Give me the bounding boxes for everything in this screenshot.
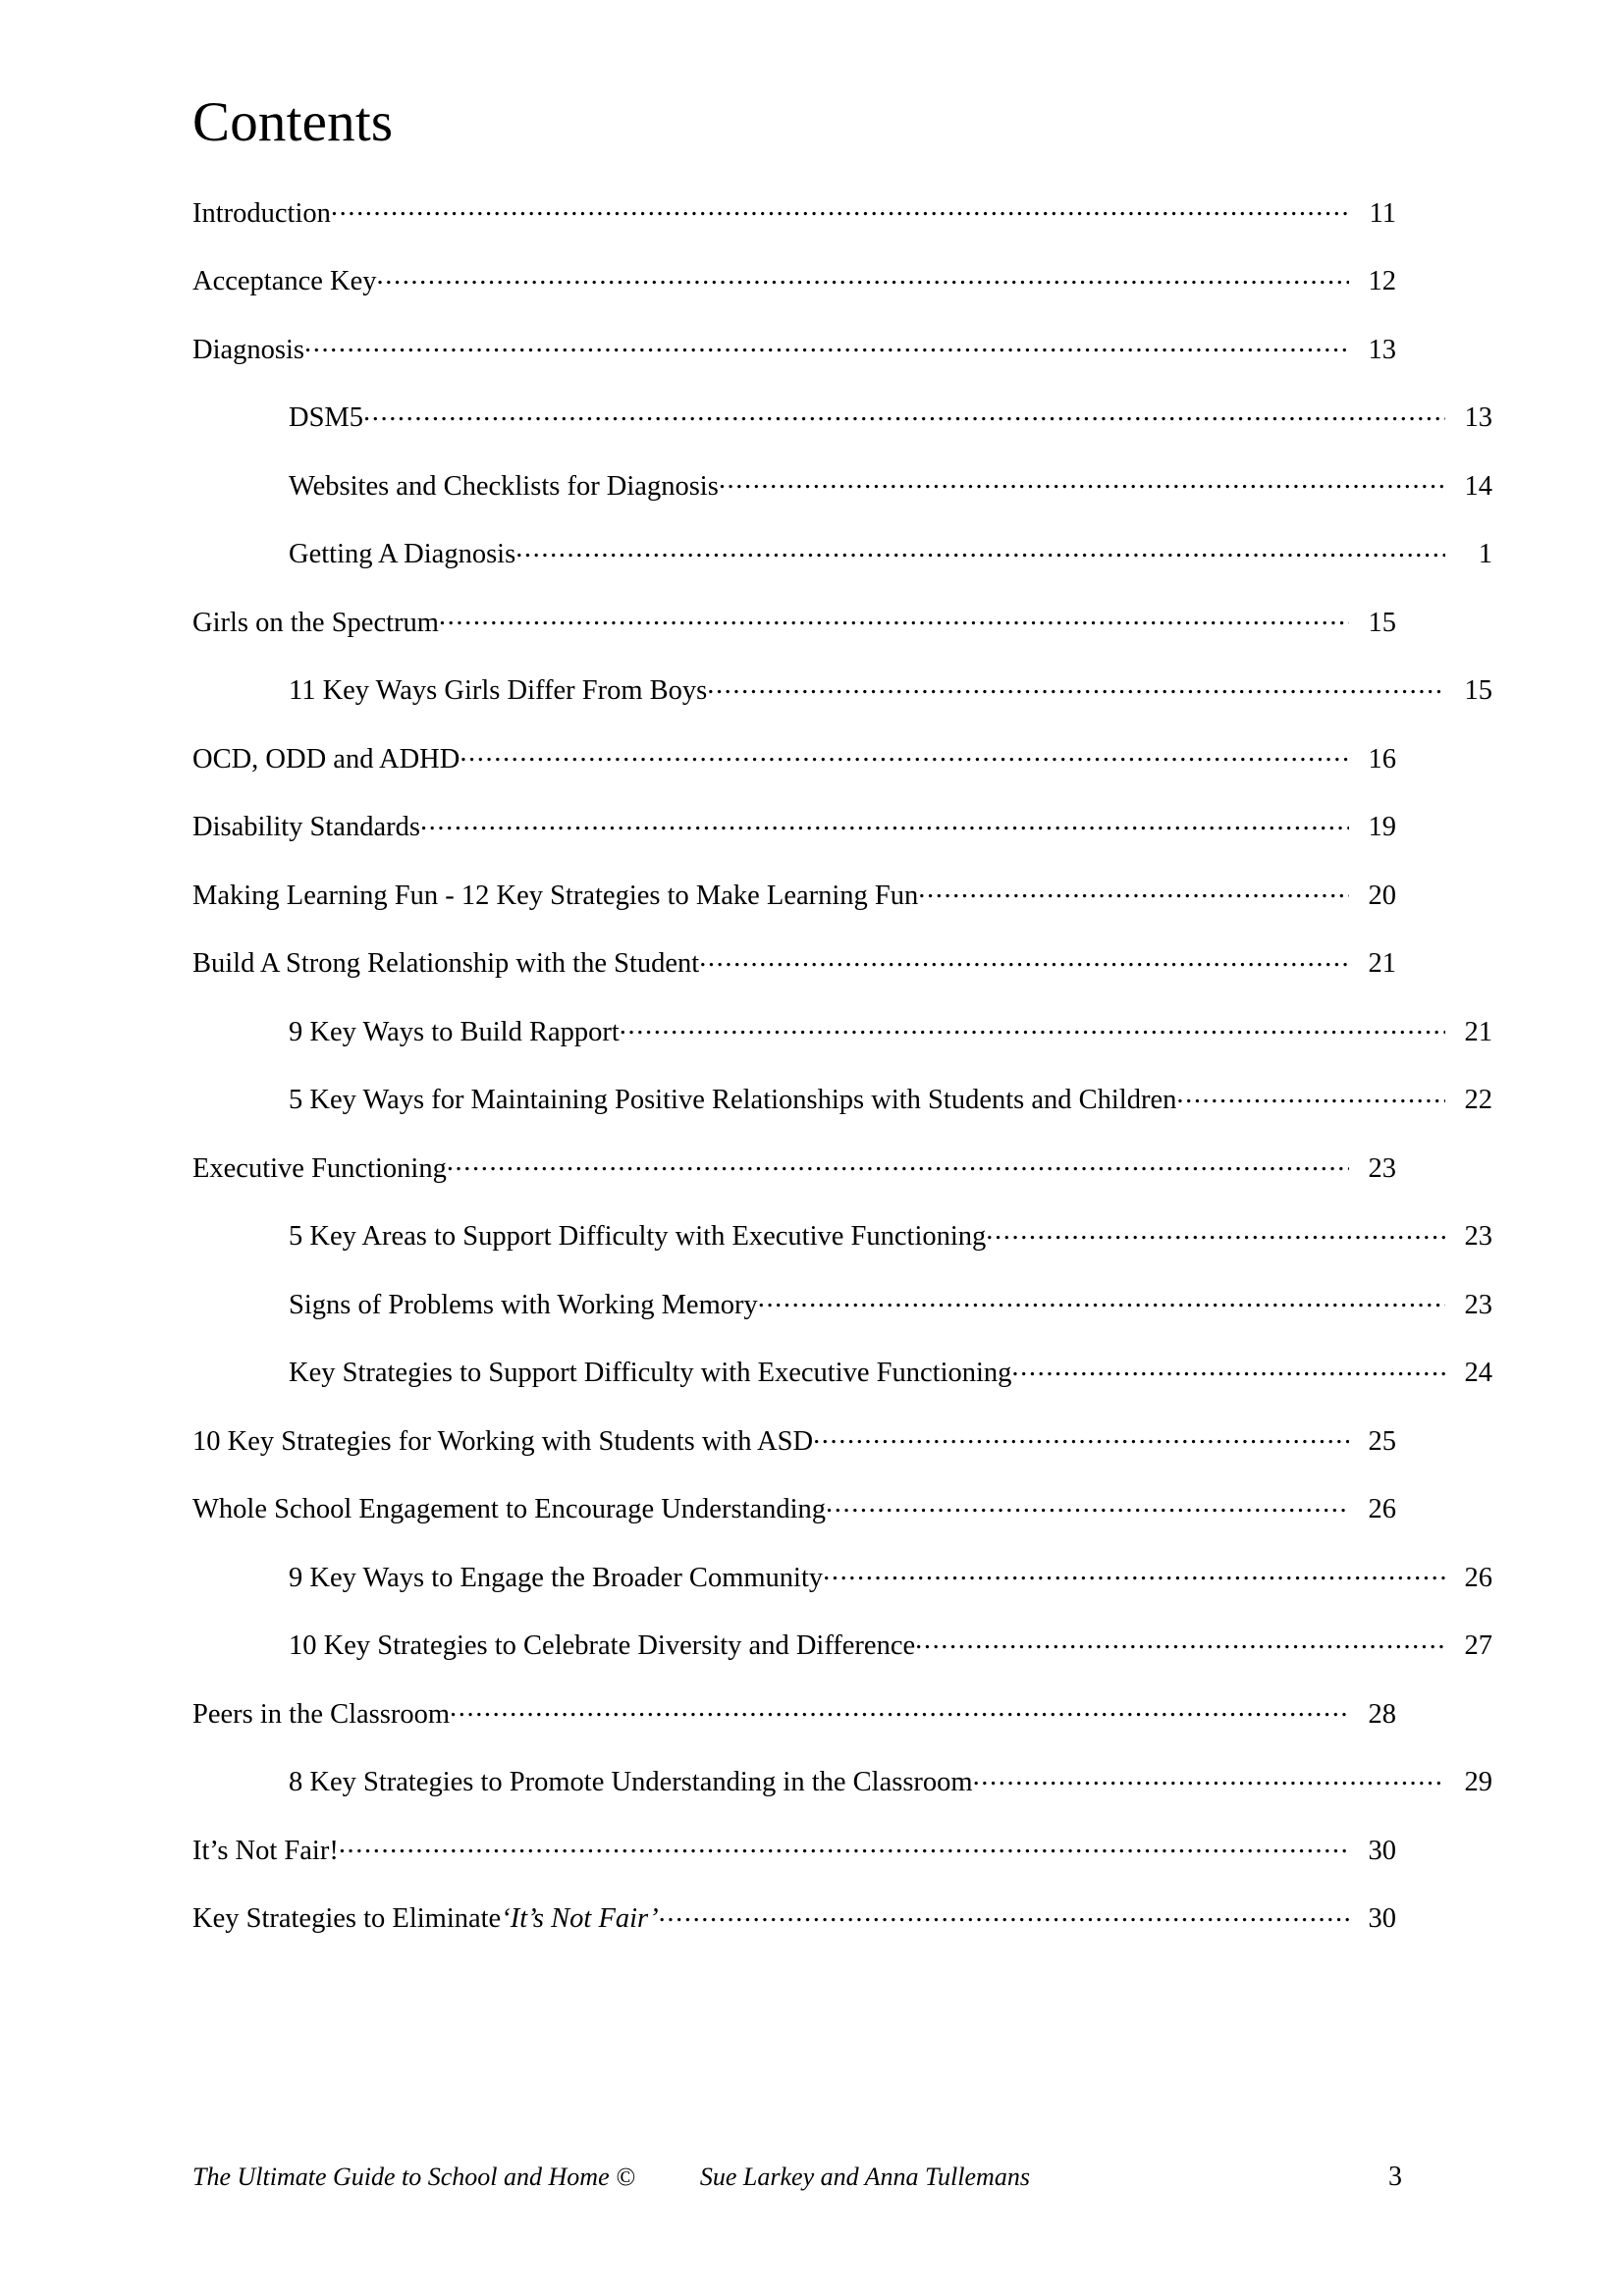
toc-entry-label: Acceptance Key [192,268,377,296]
toc-entry[interactable] [192,944,1396,979]
toc-dot-leader [823,1558,1445,1586]
toc-dot-leader [719,466,1445,495]
table-of-contents-list [192,193,1492,1934]
toc-entry[interactable] [192,1354,1492,1388]
toc-entry-label: Getting A Diagnosis [289,541,516,569]
toc-entry-label: 8 Key Strategies to Promote Understanding in the Classroom [289,1769,973,1797]
toc-entry-page-number: 1 [1478,539,1492,569]
toc-entry-page-number: 15 [1464,675,1492,706]
toc-entry[interactable] [192,262,1396,296]
toc-entry-page-number: 14 [1464,470,1492,502]
toc-entry[interactable] [192,466,1492,501]
toc-dot-leader [986,1217,1445,1246]
toc-dot-leader [707,671,1445,700]
toc-entry-label: Websites and Checklists for Diagnosis [289,472,719,501]
toc-entry-page-number: 28 [1368,1698,1396,1730]
toc-dot-leader [460,739,1349,768]
page-footer [192,2162,1430,2193]
toc-entry-page-number: 16 [1368,743,1396,774]
toc-dot-leader [659,1899,1349,1928]
toc-dot-leader [699,944,1349,973]
toc-entry[interactable] [192,1763,1492,1797]
toc-dot-leader [758,1285,1445,1313]
toc-dot-leader [1011,1354,1445,1382]
toc-entry-label: Executive Functioning [192,1154,447,1183]
toc-entry[interactable] [192,1490,1396,1524]
toc-entry[interactable] [192,1285,1492,1319]
toc-entry-page-number: 23 [1464,1221,1492,1252]
toc-dot-leader [915,1627,1445,1655]
toc-entry[interactable] [192,193,1396,228]
footer-page-number: 3 [1388,2162,1402,2192]
toc-entry[interactable] [192,1081,1492,1115]
page-title: Contents [192,91,394,153]
toc-dot-leader [813,1421,1349,1450]
toc-entry-page-number: 15 [1368,607,1396,638]
toc-entry-label: 10 Key Strategies to Celebrate Diversity and Difference [289,1632,916,1661]
footer-book-title: The Ultimate Guide to School and Home © [192,2163,635,2191]
toc-dot-leader [918,876,1349,904]
toc-entry-label: 9 Key Ways to Engage the Broader Community [289,1564,824,1592]
toc-entry[interactable] [192,603,1396,637]
toc-entry-page-number: 13 [1368,334,1396,365]
toc-dot-leader [515,535,1445,563]
toc-entry[interactable] [192,1421,1396,1456]
toc-entry-page-number: 22 [1464,1085,1492,1115]
toc-entry-label: DSM5 [289,404,364,433]
toc-dot-leader [826,1490,1349,1519]
toc-entry[interactable] [192,876,1396,910]
toc-entry-label: Key Strategies to Eliminate [192,1905,502,1934]
toc-entry[interactable] [192,535,1492,569]
toc-dot-leader [339,1831,1349,1859]
toc-entry-page-number: 21 [1464,1016,1492,1047]
toc-entry[interactable] [192,330,1396,364]
toc-entry-page-number: 30 [1368,1835,1396,1866]
toc-entry-label: 5 Key Areas to Support Difficulty with Executive Functioning [289,1223,987,1252]
toc-entry-label: Whole School Engagement to Encourage Understanding [192,1496,827,1524]
toc-entry[interactable] [192,399,1492,433]
toc-entry-page-number: 29 [1464,1767,1492,1797]
contents-section [192,91,1492,1967]
toc-entry[interactable] [192,1558,1492,1592]
toc-dot-leader [377,262,1349,291]
toc-entry-label: OCD, ODD and ADHD [192,745,460,774]
toc-dot-leader [447,1148,1349,1177]
toc-entry-label: Key Strategies to Support Difficulty with Executive Functioning [289,1360,1012,1388]
toc-entry[interactable] [192,671,1492,706]
toc-entry-page-number: 26 [1464,1562,1492,1593]
toc-entry-label: Peers in the Classroom [192,1700,451,1729]
toc-entry[interactable] [192,739,1396,774]
toc-entry[interactable] [192,1831,1396,1865]
toc-dot-leader [304,330,1349,358]
toc-entry[interactable] [192,808,1396,842]
toc-entry-page-number: 21 [1368,948,1396,979]
toc-entry[interactable] [192,1217,1492,1252]
toc-entry[interactable] [192,1694,1396,1729]
toc-dot-leader [973,1763,1445,1791]
toc-dot-leader [620,1012,1445,1041]
toc-entry-label: Girls on the Spectrum [192,609,439,637]
toc-entry-page-number: 26 [1368,1494,1396,1524]
toc-entry-page-number: 13 [1464,402,1492,433]
toc-entry[interactable] [192,1899,1396,1934]
toc-entry-label: 5 Key Ways for Maintaining Positive Relationships with Students and Children [289,1087,1177,1115]
toc-dot-leader [420,808,1349,836]
toc-entry-page-number: 23 [1368,1152,1396,1184]
toc-dot-leader [1176,1081,1445,1109]
toc-entry-label-quoted: ‘It’s Not Fair’ [501,1905,659,1934]
toc-entry[interactable] [192,1148,1396,1183]
toc-entry-page-number: 19 [1368,812,1396,842]
toc-entry-page-number: 23 [1464,1289,1492,1320]
toc-entry-page-number: 30 [1368,1903,1396,1934]
footer-authors: Sue Larkey and Anna Tullemans [699,2163,1030,2191]
toc-entry-label: It’s Not Fair! [192,1837,339,1865]
toc-entry-label: Disability Standards [192,814,420,842]
toc-dot-leader [439,603,1349,631]
toc-dot-leader [363,399,1445,427]
toc-entry-label: 11 Key Ways Girls Differ From Boys [289,677,708,706]
toc-entry-page-number: 27 [1464,1630,1492,1661]
toc-dot-leader [450,1694,1349,1723]
toc-entry[interactable] [192,1012,1492,1046]
toc-entry-label: 10 Key Strategies for Working with Students with ASD [192,1427,814,1456]
toc-entry-label: Build A Strong Relationship with the Student [192,950,700,979]
toc-dot-leader [331,193,1349,222]
toc-entry-page-number: 12 [1368,266,1396,296]
toc-entry-label: Introduction [192,199,331,228]
toc-entry-label: 9 Key Ways to Build Rapport [289,1018,620,1046]
toc-entry-page-number: 25 [1368,1425,1396,1457]
toc-entry-page-number: 24 [1464,1358,1492,1388]
toc-entry-label: Making Learning Fun - 12 Key Strategies to Make Learning Fun [192,881,919,910]
toc-entry[interactable] [192,1627,1492,1661]
toc-entry-label: Diagnosis [192,336,304,364]
toc-entry-page-number: 11 [1369,197,1396,229]
toc-entry-page-number: 20 [1368,880,1396,911]
toc-entry-label: Signs of Problems with Working Memory [289,1291,758,1319]
